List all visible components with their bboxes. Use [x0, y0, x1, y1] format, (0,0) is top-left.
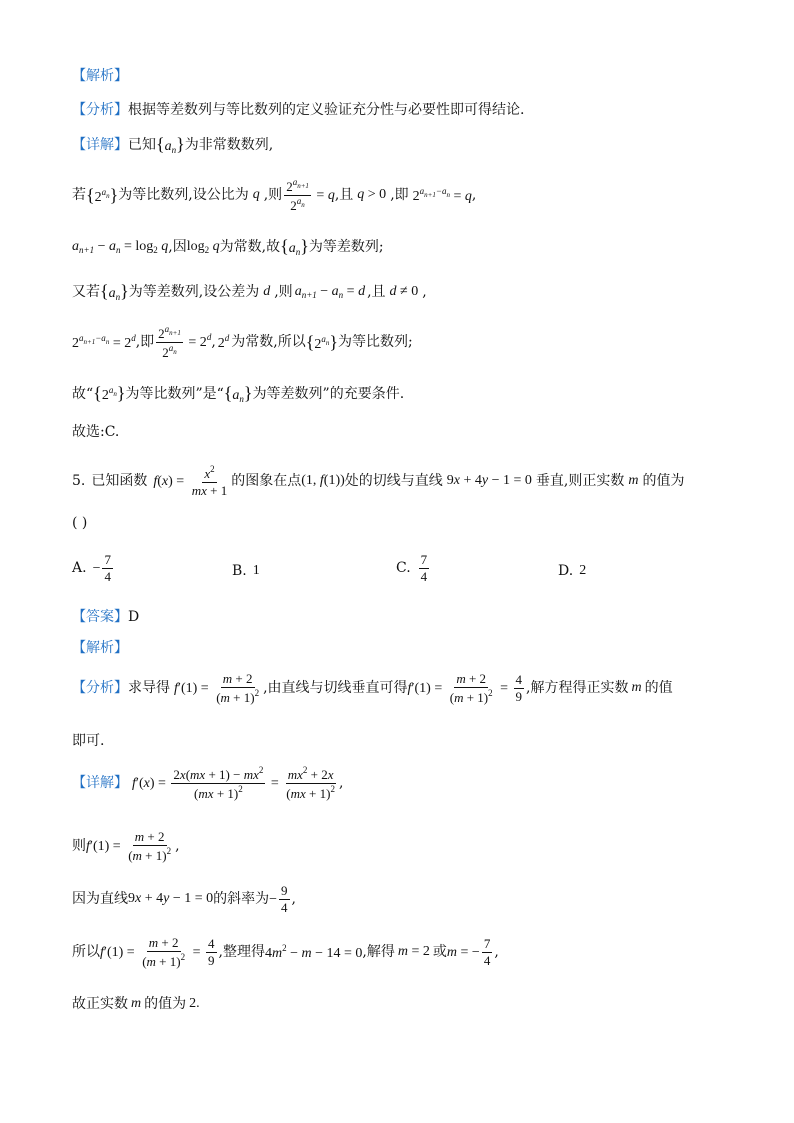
option-b-value: 1: [252, 563, 260, 578]
math-2d: 2$^d$: [217, 332, 230, 351]
answer-label: 【答案】: [72, 609, 128, 625]
detail-line-arithmetic-conclusion: $a_{n+1} - a_n = \log_2 q$ ,因 $\log_2 q$ 为常数,故 $\{a_n\}$ 为等差数列;: [72, 236, 384, 257]
option-d[interactable]: D. 2: [558, 563, 587, 579]
section-header-analysis: 【解析】: [72, 68, 128, 84]
detail-line-solve: 所以 f′(1) = $\frac{m + 2}{(m + 1)^2}$ = $\frac{4}{9}$ ,整理得 $4m^2 - m - 14 = 0$ ,解得 m = 2 或 m = − $\frac{7}{4}$ ,: [72, 935, 499, 970]
detail-line-geometric-conclusion: $2^{a_{n+1}-a_n} = 2^d$ ,即 $\frac{2^{a_{n+1}}}{2^{a_n}}$ = $2^d$ , 2$^d$ 为常数,所以 $\{2^{a_n}\}$ 为等比数列;: [72, 324, 413, 361]
math-derivative-eq: f′(1) = $\frac{m + 2}{(m + 1)^2}$ = $\frac{4}{9}$: [100, 935, 215, 970]
math-m: m: [628, 473, 639, 489]
math-derivative-at-1: f′(1) = $\frac{m + 2}{(m + 1)^2}$: [174, 671, 260, 706]
math-common-difference: $a_{n+1} - a_n = d$: [294, 283, 366, 300]
detail-line-converse: 又若 $\{a_n\}$ 为等差数列,设公差为 d ,则 $a_{n+1} - a_n = d$ ,且 d ≠ 0 ,: [72, 281, 427, 302]
math-root-2: m = − $\frac{7}{4}$: [446, 936, 491, 969]
math-diff-log: $a_{n+1} - a_n = \log_2 q$: [72, 238, 169, 255]
math-ratio-2d: $\frac{2^{a_{n+1}}}{2^{a_n}}$ = $2^d$: [158, 324, 212, 361]
question-number: 5.: [72, 473, 86, 490]
math-sequence-an: $\{a_n\}$: [223, 383, 253, 404]
math-m: m: [631, 680, 642, 696]
math-d-nonzero: d ≠ 0: [389, 283, 419, 299]
analysis-paragraph-2: 【分析】 求导得 f′(1) = $\frac{m + 2}{(m + 1)^2}$ ,由直线与切线垂直可得 f′(1) = $\frac{m + 2}{(m + 1)^2}$ = $\frac{4}{9}$ ,解方程得正实数 m 的值: [72, 671, 673, 706]
analysis-paragraph-2-cont: 即可.: [72, 733, 105, 749]
detail-line-then: 则 f′(1) = $\frac{m + 2}{(m + 1)^2}$ ,: [72, 829, 180, 864]
analysis-paragraph-1: 【分析】根据等差数列与等比数列的定义验证充分性与必要性即可得结论.: [72, 102, 525, 118]
detail-line-slope: 因为直线 9x + 4y − 1 = 0 的斜率为 − $\frac{9}{4}$ ,: [72, 883, 296, 916]
analysis-label: 【分析】: [72, 102, 128, 118]
detail-line-final: 故正实数 m 的值为 2.: [72, 996, 200, 1012]
question-5-paren: ( ): [72, 515, 88, 531]
math-line-eq: 9x + 4y − 1 = 0: [446, 473, 532, 489]
option-b[interactable]: B. 1: [232, 563, 260, 579]
detail-line-geometric: 若 $\{2^{a_n}\}$ 为等比数列,设公比为 q ,则 $\frac{2^{a_{n+1}}}{2^{a_n}}$ = q ,且 q > 0 ,即 $2^{a_{n+1}-a_n} = q$ ,: [72, 177, 477, 214]
answer-value: D: [128, 609, 140, 625]
math-derivative-general: f′(x) = $\frac{2x(mx + 1) - mx^2}{(mx + 1)^2}$ = $\frac{mx^2 + 2x}{(mx + 1)^2}$: [132, 765, 335, 802]
question-5-stem: 5. 已知函数 f(x) = $\frac{x^2}{mx + 1}$ 的图象在点 (1, f(1)) 处的切线与直线 9x + 4y − 1 = 0 垂直,则正实数 m 的值为: [72, 464, 685, 499]
math-line-eq: 9x + 4y − 1 = 0: [128, 891, 214, 907]
final-answer-value: 2.: [189, 996, 200, 1011]
option-d-value: 2: [579, 563, 587, 578]
math-ratio-q: $\frac{2^{a_{n+1}}}{2^{a_n}}$ = q: [286, 177, 335, 214]
math-root-1: m = 2: [397, 944, 430, 960]
math-sequence-2an: $\{2^{a_n}\}$: [93, 383, 126, 403]
option-a-value: − $\frac{7}{4}$: [92, 552, 111, 585]
math-d: d: [263, 283, 271, 299]
detail-paragraph-1: 【详解】 已知 $\{a_n\}$ 为非常数数列,: [72, 134, 274, 155]
detail-paragraph-2: 【详解】 f′(x) = $\frac{2x(mx + 1) - mx^2}{(mx + 1)^2}$ = $\frac{mx^2 + 2x}{(mx + 1)^2}$ ,: [72, 765, 344, 802]
math-sequence-an: $\{a_n\}$: [156, 134, 185, 155]
math-m: m: [131, 996, 142, 1011]
math-slope-value: − $\frac{9}{4}$: [269, 883, 288, 916]
math-log-q: $\log_2 q$: [186, 238, 220, 255]
math-sequence-2an: $\{2^{a_n}\}$: [86, 184, 119, 205]
answer-line: [72, 609, 139, 626]
option-a[interactable]: A. − $\frac{7}{4}$: [72, 553, 115, 585]
math-derivative-eq: f′(1) = $\frac{m + 2}{(m + 1)^2}$ = $\frac{4}{9}$: [407, 671, 523, 706]
detail-label: 【详解】: [72, 136, 128, 153]
option-c-value: $\frac{7}{4}$: [420, 552, 428, 585]
detail-label: 【详解】: [72, 775, 128, 792]
math-sequence-an: $\{a_n\}$: [100, 281, 129, 302]
math-quadratic: $4m^2 - m - 14 = 0$: [264, 942, 363, 961]
math-function-def: f(x) = $\frac{x^2}{mx + 1}$: [153, 464, 228, 499]
answer-choice-line: 故选:C.: [72, 424, 120, 440]
math-derivative-at-1: f′(1) = $\frac{m + 2}{(m + 1)^2}$: [86, 829, 172, 864]
math-sequence-2an: $\{2^{a_n}\}$: [305, 331, 338, 352]
math-sequence-an: $\{a_n\}$: [280, 236, 309, 257]
detail-line-conclusion: 故“ $\{2^{a_n}\}$ 为等比数列”是“ $\{a_n\}$ 为等差数列”的充要条件.: [72, 383, 405, 404]
math-q: q: [252, 187, 260, 203]
math-exp-diff: $2^{a_{n+1}-a_n} = q$: [412, 185, 472, 204]
math-q-positive: q > 0: [357, 187, 387, 203]
section-header-analysis-2: 【解析】: [72, 640, 128, 656]
option-c[interactable]: C. $\frac{7}{4}$: [396, 553, 431, 585]
math-exp-d: $2^{a_{n+1}-a_n} = 2^d$: [72, 332, 136, 351]
analysis-label: 【分析】: [72, 680, 128, 697]
math-point: (1, f(1)): [301, 473, 345, 489]
